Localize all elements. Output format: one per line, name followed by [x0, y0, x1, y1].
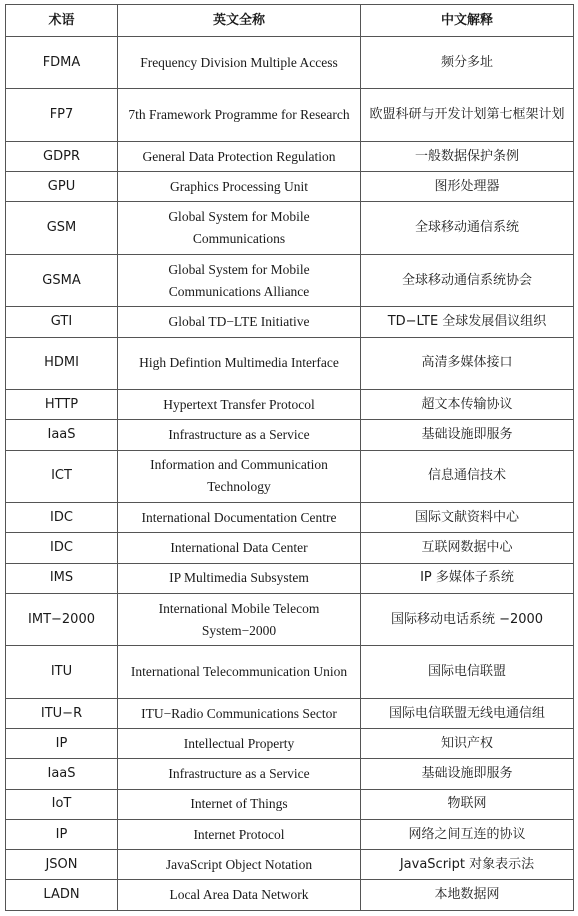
term-cell: IP [6, 819, 118, 849]
table-row [6, 202, 574, 254]
chinese-cell: 超文本传输协议 [361, 390, 574, 420]
table-row [6, 420, 574, 450]
term-cell: HTTP [6, 390, 118, 420]
term-cell: IMS [6, 563, 118, 593]
table-row [6, 503, 574, 533]
english-cell: Information and Communication Technology [118, 450, 361, 502]
chinese-cell: 基础设施即服务 [361, 759, 574, 789]
term-cell: ITU [6, 646, 118, 698]
table-row [6, 729, 574, 759]
term-cell: IoT [6, 789, 118, 819]
english-cell: International Telecommunication Union [118, 646, 361, 698]
table-row [6, 789, 574, 819]
english-cell: Infrastructure as a Service [118, 420, 361, 450]
english-cell: International Mobile Telecom System−2000 [118, 593, 361, 645]
term-cell: HDMI [6, 337, 118, 389]
term-cell: GTI [6, 307, 118, 337]
english-cell: Global System for Mobile Communications [118, 202, 361, 254]
table-header [6, 5, 574, 37]
english-cell: Intellectual Property [118, 729, 361, 759]
chinese-cell: 知识产权 [361, 729, 574, 759]
table-row [6, 880, 574, 911]
english-cell: ITU−Radio Communications Sector [118, 698, 361, 728]
chinese-cell: 图形处理器 [361, 172, 574, 202]
english-cell: Global TD−LTE Initiative [118, 307, 361, 337]
chinese-cell: IP 多媒体子系统 [361, 563, 574, 593]
english-cell: Global System for Mobile Communications Alliance [118, 254, 361, 306]
chinese-cell: 国际电信联盟 [361, 646, 574, 698]
table-row [6, 563, 574, 593]
chinese-cell: 欧盟科研与开发计划第七框架计划 [361, 89, 574, 141]
english-cell: High Defintion Multimedia Interface [118, 337, 361, 389]
table-row [6, 819, 574, 849]
glossary-table [5, 4, 574, 911]
term-cell: LADN [6, 880, 118, 911]
table-row [6, 850, 574, 880]
table-row [6, 646, 574, 698]
chinese-cell: TD−LTE 全球发展倡议组织 [361, 307, 574, 337]
table-row [6, 759, 574, 789]
term-cell: IaaS [6, 759, 118, 789]
english-cell: Frequency Division Multiple Access [118, 37, 361, 89]
table-body [6, 37, 574, 911]
chinese-cell: 国际文献资料中心 [361, 503, 574, 533]
term-cell: GSM [6, 202, 118, 254]
english-cell: International Documentation Centre [118, 503, 361, 533]
chinese-cell: 物联网 [361, 789, 574, 819]
term-cell: IDC [6, 503, 118, 533]
chinese-cell: 基础设施即服务 [361, 420, 574, 450]
term-cell: ITU−R [6, 698, 118, 728]
term-cell: JSON [6, 850, 118, 880]
chinese-cell: 本地数据网 [361, 880, 574, 911]
table-row [6, 390, 574, 420]
term-cell: IDC [6, 533, 118, 563]
english-cell: JavaScript Object Notation [118, 850, 361, 880]
table-row [6, 172, 574, 202]
chinese-cell: 信息通信技术 [361, 450, 574, 502]
chinese-cell: 国际移动电话系统 −2000 [361, 593, 574, 645]
header-row [6, 5, 574, 37]
table-row [6, 307, 574, 337]
term-cell: ICT [6, 450, 118, 502]
table-row [6, 89, 574, 141]
term-cell: IaaS [6, 420, 118, 450]
term-cell: IMT−2000 [6, 593, 118, 645]
table-row [6, 698, 574, 728]
english-cell: IP Multimedia Subsystem [118, 563, 361, 593]
term-cell: GSMA [6, 254, 118, 306]
english-cell: Local Area Data Network [118, 880, 361, 911]
table-row [6, 337, 574, 389]
english-cell: Graphics Processing Unit [118, 172, 361, 202]
chinese-cell: 全球移动通信系统协会 [361, 254, 574, 306]
term-cell: FDMA [6, 37, 118, 89]
english-cell: Internet Protocol [118, 819, 361, 849]
chinese-cell: 全球移动通信系统 [361, 202, 574, 254]
english-cell: Internet of Things [118, 789, 361, 819]
table-row [6, 593, 574, 645]
table-row [6, 37, 574, 89]
header-chinese: 中文解释 [361, 5, 574, 37]
chinese-cell: 互联网数据中心 [361, 533, 574, 563]
header-term: 术语 [6, 5, 118, 37]
chinese-cell: JavaScript 对象表示法 [361, 850, 574, 880]
english-cell: International Data Center [118, 533, 361, 563]
chinese-cell: 国际电信联盟无线电通信组 [361, 698, 574, 728]
term-cell: IP [6, 729, 118, 759]
chinese-cell: 高清多媒体接口 [361, 337, 574, 389]
english-cell: 7th Framework Programme for Research [118, 89, 361, 141]
english-cell: Infrastructure as a Service [118, 759, 361, 789]
table-row [6, 450, 574, 502]
header-english: 英文全称 [118, 5, 361, 37]
chinese-cell: 网络之间互连的协议 [361, 819, 574, 849]
english-cell: Hypertext Transfer Protocol [118, 390, 361, 420]
term-cell: FP7 [6, 89, 118, 141]
table-row [6, 141, 574, 171]
term-cell: GDPR [6, 141, 118, 171]
term-cell: GPU [6, 172, 118, 202]
table-row [6, 533, 574, 563]
english-cell: General Data Protection Regulation [118, 141, 361, 171]
chinese-cell: 频分多址 [361, 37, 574, 89]
chinese-cell: 一般数据保护条例 [361, 141, 574, 171]
table-row [6, 254, 574, 306]
